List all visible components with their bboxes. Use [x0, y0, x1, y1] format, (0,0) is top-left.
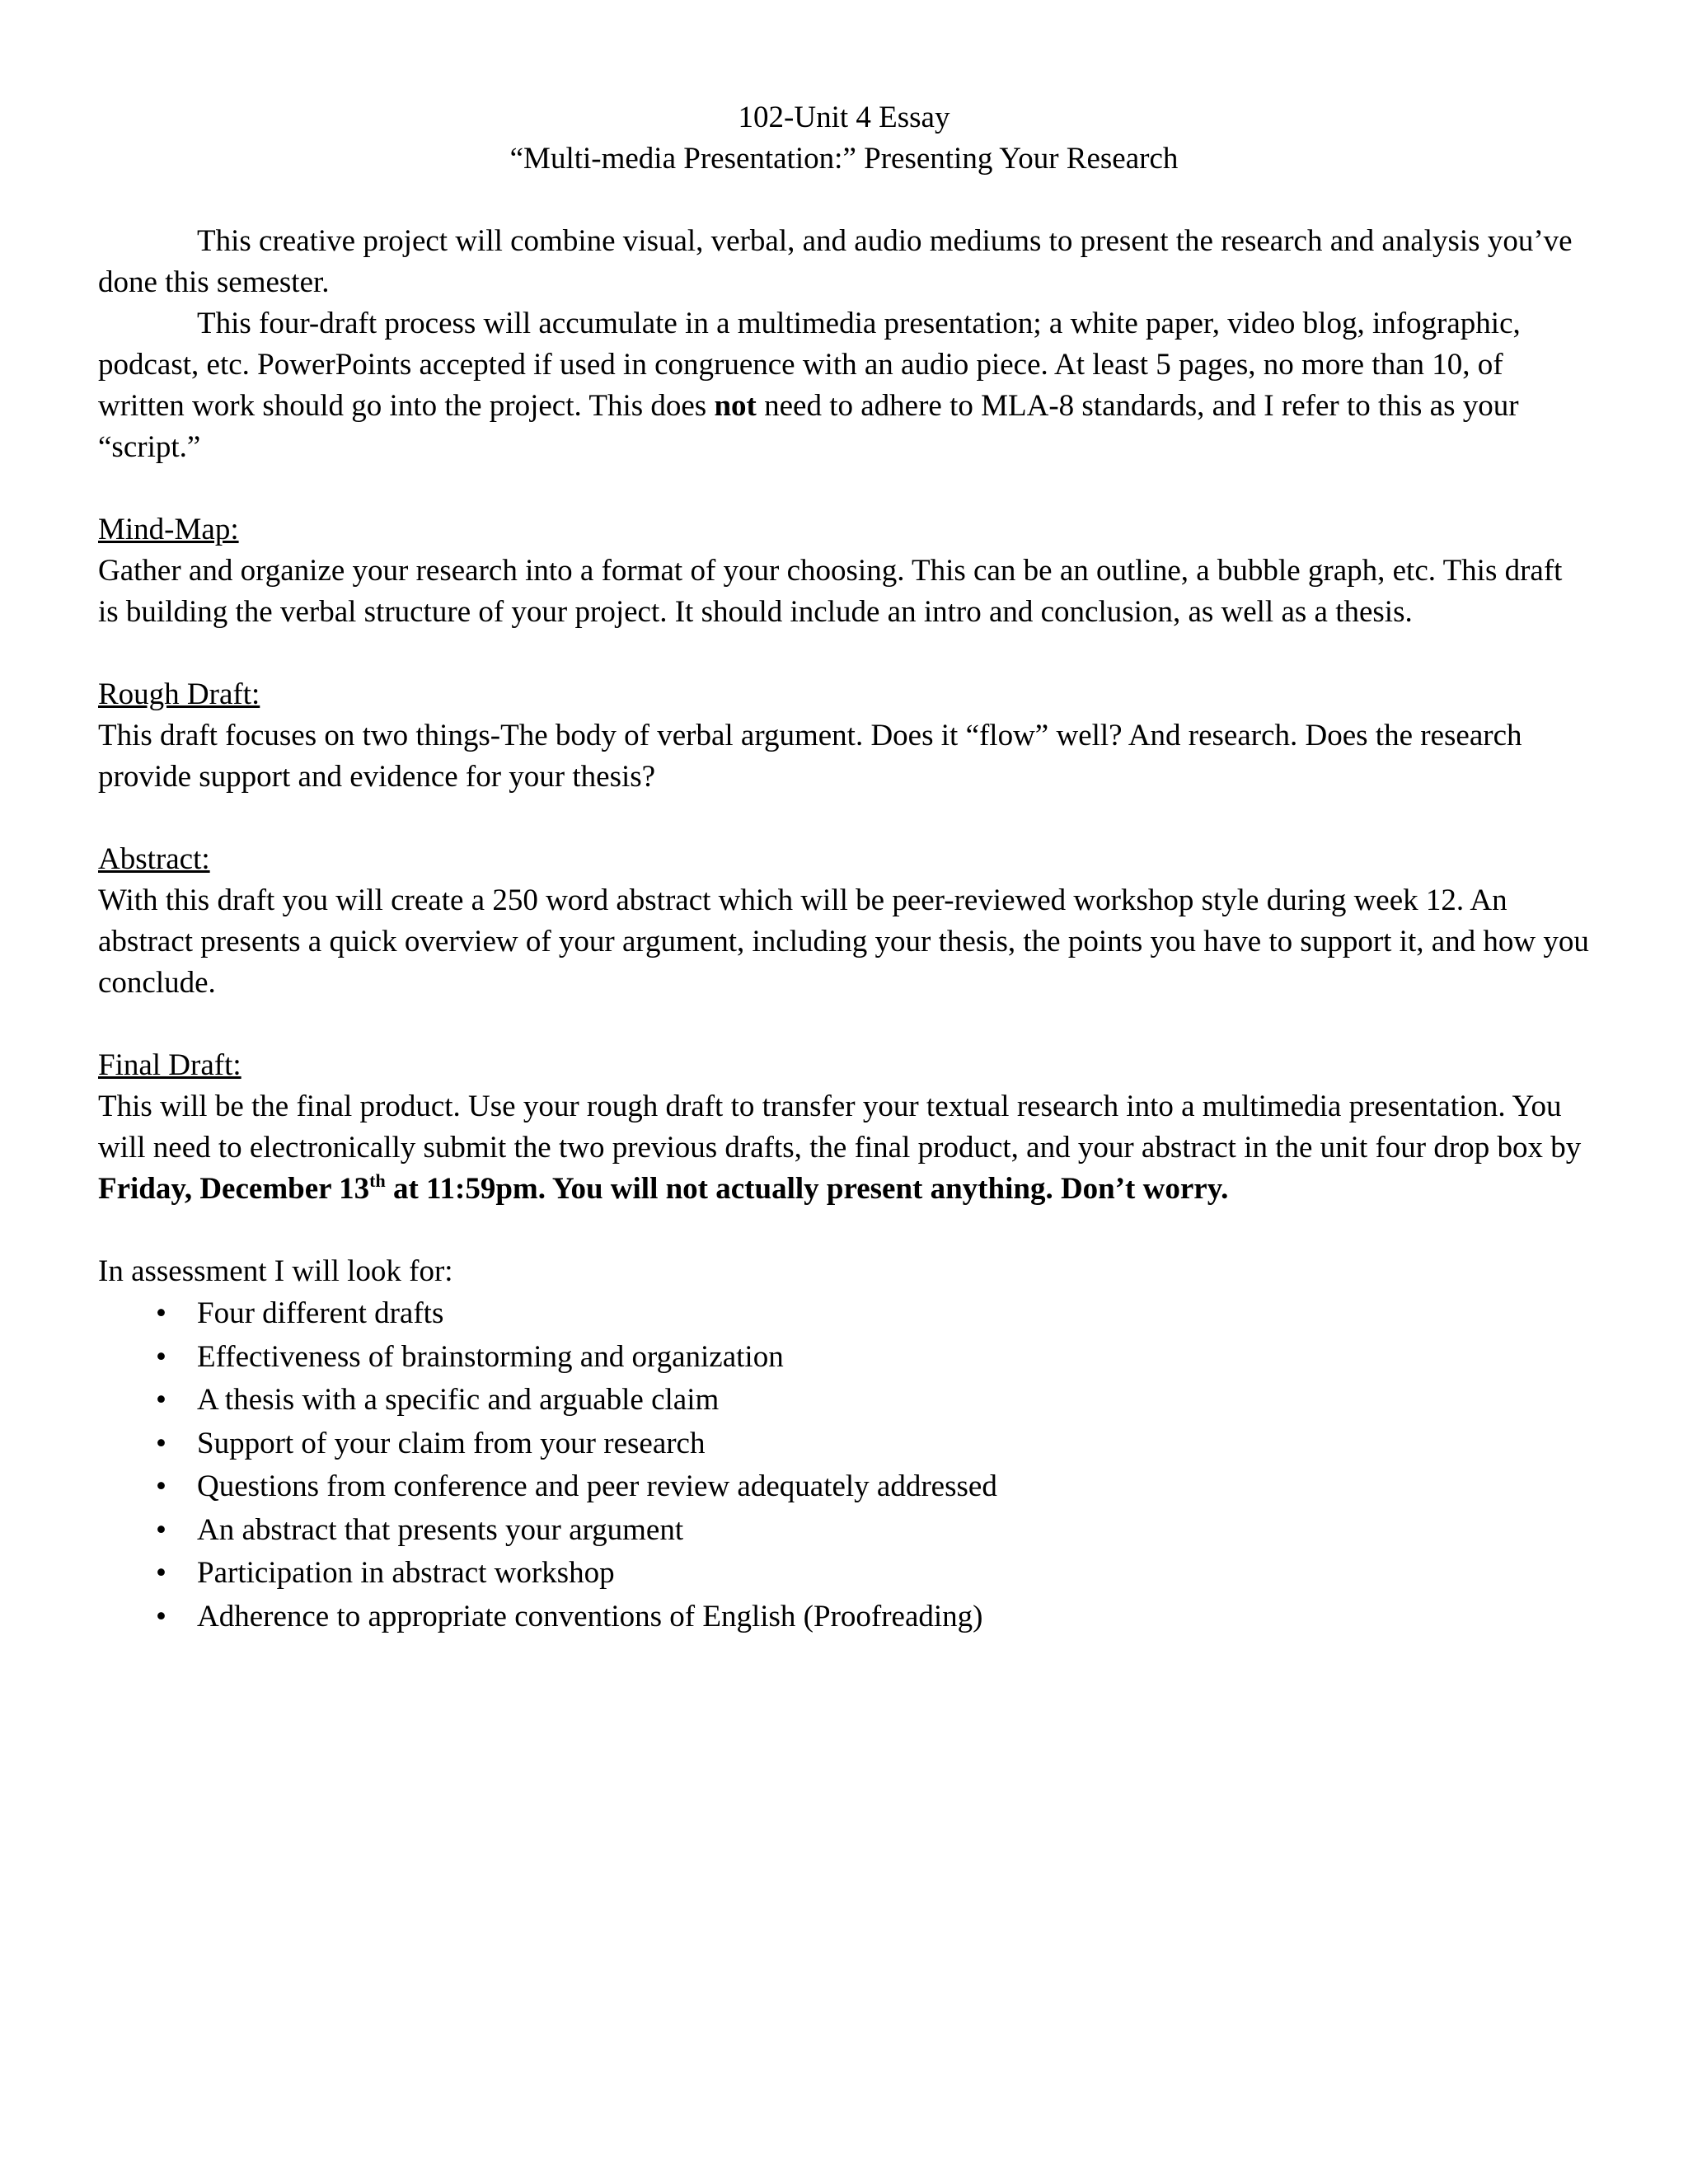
section-final-draft: [98, 1045, 1590, 1210]
criterion-text: Four different drafts: [197, 1296, 444, 1330]
section-body-abstract: With this draft you will create a 250 word abstract which will be peer-reviewed workshop style during week 12. An abstract presents a quick overview of your argument, including your thesis, the points you have to support it, and how you conclude.: [98, 883, 1589, 1000]
list-item: [98, 1596, 1590, 1639]
list-item: [98, 1292, 1590, 1336]
list-item: [98, 1465, 1590, 1509]
intro-p2-bold-word: not: [714, 389, 757, 423]
criterion-text: Adherence to appropriate conventions of English (Proofreading): [197, 1599, 983, 1633]
bullet-icon: •: [156, 1556, 166, 1590]
section-heading-final-draft: Final Draft:: [98, 1048, 241, 1082]
intro-p2-text-b: need to adhere to MLA-8 standards, and I refer to this as your “script.”: [98, 389, 1519, 464]
criterion-text: Support of your claim from your research: [197, 1426, 706, 1460]
list-item: [98, 1552, 1590, 1596]
bullet-icon: •: [156, 1469, 166, 1503]
section-heading-abstract: Abstract:: [98, 842, 210, 876]
intro-p2-text-a: This four-draft process will accumulate in a multimedia presentation; a white paper, video blog, infographic, podcast, etc. PowerPoints accepted if used in congruence with an audio piece. At least 5 pages, no more than 10, of written work should go into the project. This does: [98, 307, 1521, 423]
section-body-final-draft: [98, 1086, 1590, 1210]
bullet-icon: •: [156, 1599, 166, 1633]
assessment-section: [98, 1251, 1590, 1638]
section-heading-rough-draft: Rough Draft:: [98, 677, 260, 711]
bullet-icon: •: [156, 1383, 166, 1417]
section-body-mind-map: Gather and organize your research into a format of your choosing. This can be an outline, a bubble graph, etc. This draft is building the verbal structure of your project. It should include an intro and conclusion, as well as a thesis.: [98, 554, 1563, 629]
deadline-time-note: at 11:59pm. You will not actually present anything. Don’t worry.: [385, 1172, 1229, 1206]
section-heading-mind-map: Mind-Map:: [98, 513, 239, 546]
list-item: [98, 1379, 1590, 1422]
criterion-text: An abstract that presents your argument: [197, 1512, 684, 1547]
assessment-criteria-list: [98, 1292, 1590, 1638]
deadline-day: Friday, December 13: [98, 1172, 370, 1206]
deadline-date: [98, 1172, 1228, 1206]
bullet-icon: •: [156, 1296, 166, 1330]
list-item: [98, 1336, 1590, 1380]
criterion-text: Participation in abstract workshop: [197, 1556, 615, 1590]
bullet-icon: •: [156, 1512, 166, 1547]
list-item: [98, 1422, 1590, 1466]
assessment-intro: In assessment I will look for:: [98, 1254, 453, 1288]
section-mind-map: [98, 509, 1590, 633]
intro-paragraph-1: This creative project will combine visual, verbal, and audio mediums to present the research and analysis you’ve done this semester.: [98, 224, 1573, 299]
bullet-icon: •: [156, 1339, 166, 1374]
document-page: [98, 97, 1590, 1638]
final-draft-text: This will be the final product. Use your rough draft to transfer your textual research into a multimedia presentation. You will need to electronically submit the two previous drafts, the final product, and your abstract in the unit four drop box by: [98, 1090, 1582, 1165]
deadline-ordinal: th: [369, 1170, 386, 1191]
list-item: [98, 1509, 1590, 1553]
section-rough-draft: [98, 674, 1590, 798]
criterion-text: Effectiveness of brainstorming and organization: [197, 1339, 784, 1374]
intro-paragraph-2: [98, 303, 1590, 468]
title-line-assignment: “Multi-media Presentation:” Presenting Your Research: [509, 142, 1179, 176]
section-body-rough-draft: This draft focuses on two things-The body of verbal argument. Does it “flow” well? And research. Does the research provide support and evidence for your thesis?: [98, 719, 1522, 794]
criterion-text: Questions from conference and peer review adequately addressed: [197, 1469, 997, 1503]
criterion-text: A thesis with a specific and arguable claim: [197, 1383, 720, 1417]
bullet-icon: •: [156, 1426, 166, 1460]
section-abstract: [98, 839, 1590, 1004]
document-title: [98, 97, 1590, 180]
title-line-course: 102-Unit 4 Essay: [738, 101, 950, 134]
